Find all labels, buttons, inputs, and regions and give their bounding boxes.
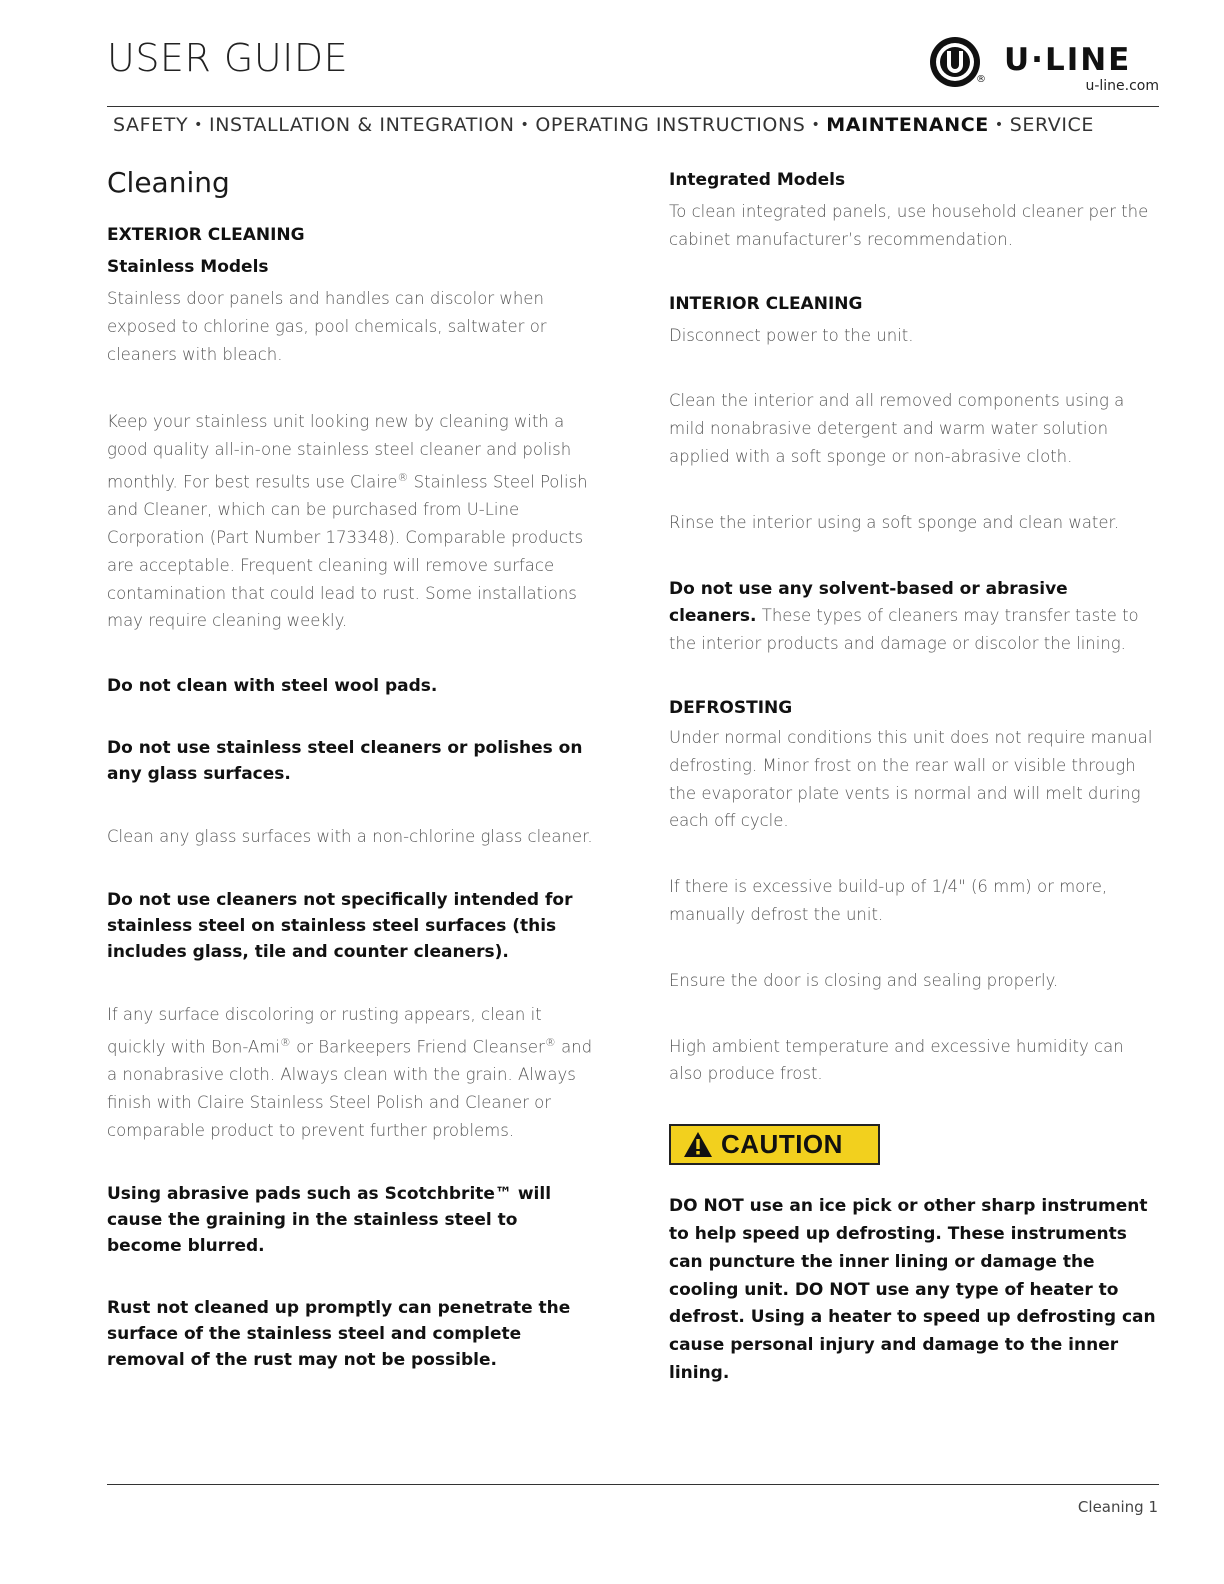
brand-url: u-line.com: [1085, 78, 1159, 94]
exterior-cleaning-heading: EXTERIOR CLEANING: [107, 225, 305, 245]
nav-separator: •: [811, 117, 821, 133]
stainless-care-text-b: Stainless Steel Polish and Cleaner, which can be purchased from U-Line Corporation (Part Number 173348). Comparable products are acceptable. Frequent cleaning will remove surface contamination that could lead to rust. Some installations may require cleaning weekly.: [107, 472, 588, 631]
document-title: USER GUIDE: [107, 36, 349, 80]
page-footer: Cleaning 1: [1077, 1498, 1158, 1516]
stainless-care-paragraph: [107, 408, 595, 635]
stainless-discolor-paragraph: Stainless door panels and handles can discolor when exposed to chlorine gas, pool chemicals, saltwater or cleaners with bleach.: [107, 289, 547, 364]
registered-mark: ®: [544, 1035, 556, 1049]
registered-mark: ®: [397, 470, 409, 484]
rust-text-b: or Barkeepers Friend Cleanser: [290, 1037, 545, 1057]
stainless-care-text-a: Keep your stainless unit looking new by cleaning with a good quality all-in-one stainless steel cleaner and polish monthly. For best results use Claire: [107, 412, 572, 492]
steel-wool-warning: Do not clean with steel wool pads.: [107, 676, 438, 697]
nav-item-service[interactable]: SERVICE: [1009, 114, 1095, 136]
header-rule: [107, 106, 1159, 107]
nav-separator: •: [994, 117, 1004, 133]
rust-text-a: If any surface discoloring or rusting appears, clean it quickly with Bon-Ami: [107, 1005, 542, 1057]
rust-penetration-warning: Rust not cleaned up promptly can penetrate the surface of the stainless steel and complete removal of the rust may not be possible.: [107, 1297, 571, 1370]
integrated-models-heading: Integrated Models: [669, 170, 846, 190]
section-nav: [113, 114, 1159, 136]
section-title: Cleaning: [107, 166, 230, 199]
solvent-warning-paragraph: [669, 575, 1157, 658]
disconnect-power-paragraph: Disconnect power to the unit.: [669, 325, 914, 345]
humidity-paragraph: High ambient temperature and excessive humidity can also produce frost.: [669, 1036, 1124, 1084]
rust-cleaning-paragraph: [107, 1001, 595, 1144]
abrasive-pads-warning: Using abrasive pads such as Scotchbrite™ will cause the graining in the stainless steel to become blurred.: [107, 1183, 552, 1256]
nav-separator: •: [520, 117, 530, 133]
right-column: [669, 170, 1157, 1388]
caution-label-box: [669, 1124, 880, 1165]
interior-clean-paragraph: Clean the interior and all removed components using a mild nonabrasive detergent and warm water solution applied with a soft sponge or non-abrasive cloth.: [669, 391, 1125, 466]
registered-mark: ®: [976, 74, 986, 85]
rust-text-c: and a nonabrasive cloth. Always clean with the grain. Always finish with Claire Stainless Steel Polish and Cleaner or comparable product to prevent further problems.: [107, 1037, 593, 1140]
brand-name: U·LINE: [1004, 42, 1132, 78]
integrated-models-paragraph: To clean integrated panels, use household cleaner per the cabinet manufacturer’s recommendation.: [669, 202, 1149, 249]
nav-item-installation[interactable]: INSTALLATION & INTEGRATION: [209, 114, 515, 136]
left-column: [107, 166, 595, 1373]
glass-cleaning-paragraph: Clean any glass surfaces with a non-chlorine glass cleaner.: [107, 827, 593, 847]
defrost-normal-paragraph: Under normal conditions this unit does not require manual defrosting. Minor frost on the rear wall or visible through the evaporator plate vents is normal and will melt during each off cycle.: [669, 727, 1153, 831]
footer-rule: [107, 1484, 1159, 1485]
caution-text: DO NOT use an ice pick or other sharp instrument to help speed up defrosting. These instruments can puncture the inner lining or damage the cooling unit. DO NOT use any type of heater to defrost. Using a heater to speed up defrosting can cause personal injury and damage to the inner lining.: [669, 1196, 1156, 1383]
nav-item-safety[interactable]: SAFETY: [113, 114, 189, 136]
defrosting-heading: DEFROSTING: [669, 697, 793, 718]
registered-mark: ®: [279, 1035, 291, 1049]
stainless-models-heading: Stainless Models: [107, 257, 269, 277]
interior-cleaning-heading: INTERIOR CLEANING: [669, 293, 863, 314]
uline-logo: [928, 34, 1160, 98]
solvent-warning-rest: These types of cleaners may transfer taste to the interior products and damage or discolor the lining.: [669, 606, 1139, 654]
door-seal-paragraph: Ensure the door is closing and sealing properly.: [669, 970, 1059, 990]
nav-item-operating[interactable]: OPERATING INSTRUCTIONS: [535, 114, 806, 136]
nav-separator: •: [194, 117, 204, 133]
interior-rinse-paragraph: Rinse the interior using a soft sponge and clean water.: [669, 512, 1120, 532]
warning-triangle-icon: [683, 1131, 713, 1158]
solvent-warning-bold: Do not use any solvent-based or abrasive cleaners.: [669, 578, 1068, 627]
caution-label: CAUTION: [721, 1129, 843, 1160]
defrost-buildup-paragraph: If there is excessive build-up of 1/4" (6 mm) or more, manually defrost the unit.: [669, 877, 1108, 924]
glass-polish-warning: Do not use stainless steel cleaners or polishes on any glass surfaces.: [107, 738, 583, 785]
cleaner-type-warning: Do not use cleaners not specifically intended for stainless steel on stainless steel surfaces (this includes glass, tile and counter cleaners).: [107, 890, 573, 963]
nav-item-maintenance[interactable]: MAINTENANCE: [826, 114, 989, 136]
